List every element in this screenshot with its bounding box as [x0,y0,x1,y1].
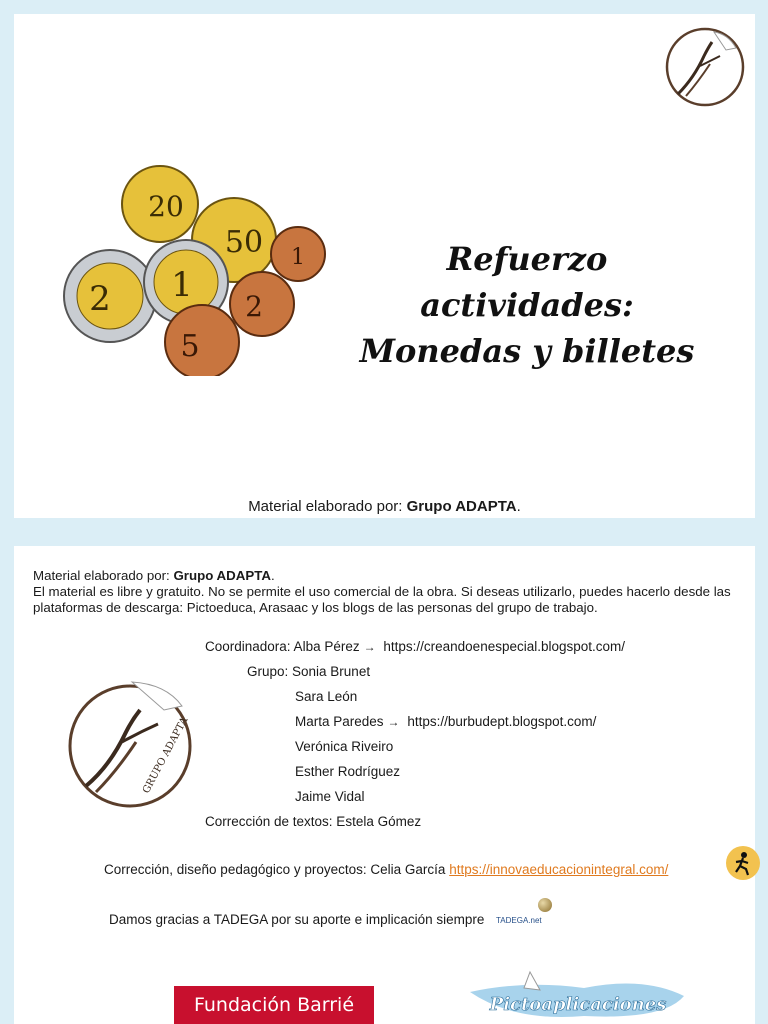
text-correction: Corrección de textos: Estela Gómez [205,814,422,829]
coin-1-euro-label: 1 [171,265,193,305]
euro-coins-illustration [58,160,330,376]
pictoaplicaciones-logo [464,966,689,1024]
celia-line [104,862,668,877]
group-label: Grupo: Sonia Brunet [247,664,371,679]
cover-credit-group: Grupo ADAPTA [406,498,517,515]
member-veronica: Verónica Riveiro [295,739,394,754]
coin-20-cent [122,166,198,242]
arrow-icon: → [387,715,400,729]
logo-caption: GRUPO ADAPTA [140,715,191,796]
grupo-adapta-logo-small-icon [664,26,746,108]
coordinator-name: Coordinadora: Alba Pérez [205,639,360,654]
coin-20-cent-label: 20 [148,190,184,223]
arrow-icon: → [363,640,376,654]
coordinator-link[interactable]: https://creandoenespecial.blogspot.com/ [383,639,626,654]
intro-license-text: El material es libre y gratuito. No se permite el uso comercial de la obra. Si deseas utilizarlo, puedes hacerlo desde las plataformas de descarga: Pictoeduca, Arasaac y los blogs de las personas del grupo de trabajo. [33,584,731,615]
tadega-logo [494,898,554,930]
cover-title [354,236,700,374]
tadega-logo-text: TADEGA.net [496,916,542,925]
cover-credit-prefix: Material elaborado por: [248,498,403,515]
coordinator-line [205,639,625,655]
cover-credit-suffix: . [516,498,521,515]
cover-title-line-2: Monedas y billetes [359,332,695,370]
cover-slide [14,14,755,518]
thanks-line: Damos gracias a TADEGA por su aporte e implicación siempre [109,912,485,927]
credits-intro [33,568,745,616]
credits-slide [14,546,755,1024]
member-marta: Marta Paredes [295,714,384,729]
intro-suffix: . [270,568,275,583]
coin-1-cent [271,227,325,281]
intro-group: Grupo ADAPTA [173,568,271,583]
coin-2-cent-label: 2 [245,290,263,323]
coin-5-cent-label: 5 [180,329,200,364]
coin-2-euro-label: 2 [89,279,111,319]
member-marta-line [295,714,596,730]
intro-prefix: Material elaborado por: [33,568,174,583]
pictoaplicaciones-text: Pictoaplicaciones [489,994,667,1015]
runner-icon [726,846,760,880]
grupo-adapta-logo-icon [66,676,196,811]
celia-text: Corrección, diseño pedagógico y proyectos: Celia García [104,862,446,877]
member-esther: Esther Rodríguez [295,764,401,779]
cover-credit [14,498,755,515]
member-sara: Sara León [295,689,358,704]
coin-2-cent [230,272,294,336]
marta-link[interactable]: https://burbudept.blogspot.com/ [407,714,597,729]
coin-5-cent [165,305,239,376]
coin-50-cent-label: 50 [224,225,264,260]
tadega-ball-icon [538,898,552,912]
celia-link[interactable]: https://innovaeducacionintegral.com/ [449,862,669,877]
coin-1-cent-label: 1 [291,245,305,270]
cover-title-line-1: Refuerzo actividades: [420,240,634,324]
fundacion-barrie-logo: Fundación Barrié [174,986,374,1024]
member-jaime: Jaime Vidal [295,789,365,804]
coin-2-euro [64,250,156,342]
